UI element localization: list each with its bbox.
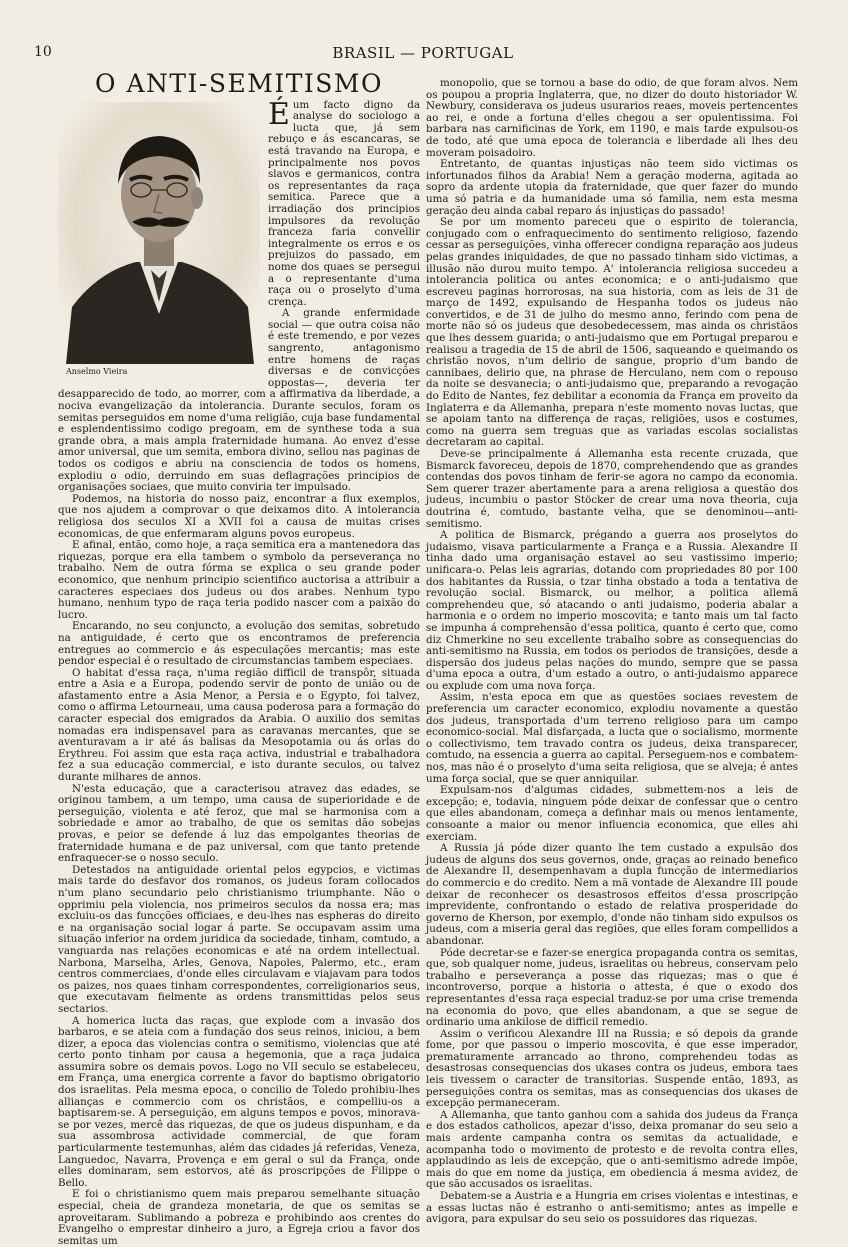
paragraph: Podemos, na historia do nosso paiz, encontrar a flux exemplos, que nos ajudem a comprovar o que deixamos dito. A intolerancia religiosa dos seculos XI a XVII foi a causa de muitas crises economicas, de que enfermaram alguns povos europeus. xyxy=(58,492,420,540)
paragraph: E afinal, então, como hoje, a raça semitica era a mantenedora das riquezas, porque era ella tambem o symbolo da perseverança no trabalho. Nem de outra fórma se explica o seu grande poder economico, que nenhum principio scientifico auctorisa a attribuir a caracteres especiaes dos judeus ou dos arabes. Nenhum typo humano, nenhum typo de raça teria podido nascer com a paixão do lucro. xyxy=(58,539,420,621)
paragraph: Debatem-se a Austria e a Hungria em crises violentas e intestinas, e a essas luctas não é estranho o anti-semitismo; antes as impelle e avigora, para expulsar do seu seio os possuidores das riquezas. xyxy=(426,1190,798,1226)
left-column xyxy=(58,69,420,1247)
paragraph: A homerica lucta das raças, que explode com a invasão dos barbaros, e se ateia com a fundação dos seus reinos, iniciou, a bem dizer, a epoca das violencias contra o semitismo, violencias que até certo ponto tinham por causa a hegemonia, que a raça judaica assumira sobre os demais povos. Logo no VII seculo se estabeleceu, em França, uma energica corrente a favor do baptismo obrigatorio dos israelitas. Pela mesma epoca, o concilio de Toledo prohibiu-lhes allianças e commercio com os christãos, e compelliu-os a baptisarem-se. A perseguição, em alguns tempos e povos, minorava-se por vezes, mercê das riquezas, de que os judeus dispunham, e da sua assombrosa actividade commercial, de que foram particularmente testemunhas, além das cidades já referidas, Veneza, Languedoc, Navarra, Provença e em geral o sul da França, onde elles dominaram, sem estorvos, até ás proscripções de Filippe o Bello. xyxy=(58,1014,420,1189)
portrait-caption: Anselmo Vieira xyxy=(66,366,128,376)
right-column-text xyxy=(426,78,798,1226)
paragraph: A grande enfermidade social — que outra coisa não é este tremendo, e por vezes sangrento, antagonismo entre homens de raças diversas e de convicções oppostas—, deveria ter desapparecido de todo, ao morrer, com a affirmativa da liberdade, a nociva evangelização da intolerancia. Durante seculos, foram os semitas perseguidos em nome d'uma religião, cuja base fundamental e esplendentissimo codigo pregoam, em de synthese toda a sua grande obra, a mais ampla fraternidade humana. Ao envez d'esse amor universal, que um semita, embora divino, sellou nas paginas de todos os codigos e abriu na consciencia de todos os homens, explodiu o odio, derruindo em suas deflagrações principios de organisações sociaes, que muito conviria ter impulsado. xyxy=(58,307,420,494)
running-title: BRASIL — PORTUGAL xyxy=(332,44,514,62)
article-title: O ANTI-SEMITISMO xyxy=(95,69,383,98)
paragraph: O habitat d'essa raça, n'uma região difficil de transpôr, situada entre a Asia e a Europa, podendo servir de ponto de união ou de afastamento entre a Asia Menor, a Persia e o Egypto, foi talvez, como o affirma Letourneau, uma causa poderosa para a formação do caracter especial dos emigrados da Arabia. O auxilio dos semitas nomadas era indispensavel para as caravanas mercantes, que se aventuravam a ir até ás balisas da Mesopotamia ou ás orlas do Erythreu. Foi assim que esta raça activa, industrial e trabalhadora fez a sua educação commercial, e isto durante seculos, ou talvez durante milhares de annos. xyxy=(58,666,420,784)
paragraph: A Allemanha, que tanto ganhou com a sahida dos judeus da França e dos estados catholicos, apezar d'isso, deixa promanar do seu seio a mais ardente campanha contra os semitas da actualidade, e acompanha todo o movimento de protesto e de revolta contra elles, applaudindo as leis de excepção, que o anti-semitismo adrede impõe, mais do que em nome da justiça, em obediencia á mesma avidez, de que são accusados os israelitas. xyxy=(426,1108,798,1191)
page-header xyxy=(34,44,812,64)
paragraph-text: um facto digno da analyse do sociologo a lucta que, já sem rebuço e ás escancaras, se está travando na Europa, e principalmente nos povos slavos e germanicos, contra os representantes da raça semitica. Parece que a irradiação dos principios impulsores da revolução franceza faria convellir integralmente os erros e os prejuizos do passado, em nome dos quaes se persegui a o representante d'uma raça ou o proselyto d'uma crença. xyxy=(268,98,420,308)
paragraph: Encarando, no seu conjuncto, a evolução dos semitas, sobretudo na antiguidade, é certo que os encontramos de preferencia entregues ao commercio e ás especulações mercantis; mas este pendor especial é o resultado de circumstancias tambem especiaes. xyxy=(58,620,420,668)
paragraph: N'esta educação, que a caracterisou atravez das edades, se originou tambem, a um tempo, uma causa de superioridade e de perseguição, violenta e até feroz, que mal se harmonisa com a sobriedade e amor ao trabalho, de que os semitas dão sobejas provas, e peior se defende á luz das empolgantes theorias de fraternidade humana e de paz universal, com que tanto pretende enfraquecer-se o nosso seculo. xyxy=(58,782,420,865)
right-column xyxy=(426,77,798,1226)
paragraph: Assim, n'esta epoca em que as questões sociaes revestem de preferencia um caracter economico, explodiu novamente a questão dos judeus, transportada d'um terreno religioso para um campo economico-social. Mal disfarçada, a lucta que o socialismo, mormente o collectivismo, tem travado contra os judeus, deixa transparecer, comtudo, na essencia a guerra ao capital. Perseguem-nos e combatem-nos, mas não é o proselyto d'uma seita religiosa, que se alveja; é antes uma força social, que se quer anniquilar. xyxy=(426,691,798,785)
paragraph: E foi o christianismo quem mais preparou semelhante situação especial, cheia de grandeza monetaria, de que os semitas se aproveitaram. Sublimando a pobreza e prohibindo aos crentes do Evangelho o emprestar dinheiro a juro, a Egreja criou a favor dos semitas um xyxy=(58,1188,420,1247)
paragraph: Expulsam-nos d'algumas cidades, submettem-nos a leis de excepção; e, todavia, ninguem póde deixar de confessar que o centro que elles abandonam, começa a definhar mais ou menos lentamente, consoante a maior ou menor influencia economica, que elles ahi exerciam. xyxy=(426,784,798,843)
paragraph: Se por um momento pareceu que o espirito de tolerancia, conjugado com o enfraquecimento do sentimento religioso, fazendo cessar as perseguições, vinha offerecer condigna reparação aos judeus pelas grandes iniquidades, de que no passado tinham sido victimas, a illusão não durou muito tempo. A' intolerancia religiosa succedeu a intolerancia politica ou antes economica; e o anti-judaismo que escreveu paginas horrorosas, na sua historia, com as leis de 31 de março de 1492, expulsando de Hespanha todos os judeus não convertidos, e de 31 de julho do mesmo anno, ferindo com pena de morte não só os judeus que desobedecessem, mas ainda os christãos que lhes dessem guarida; o anti-judaismo que em Portugal preparou e realisou a tragedia de 15 de abril de 1506, saqueando e queimando os christão novos, n'um delirio de sangue, proprio d'um bando de cannibaes, delirio que, na phrase de Herculano, nem com o repouso da noite se desvanecia; o anti-judaismo que, preparando a revogação do Edito de Nantes, fez debilitar a economia da França em proveito da Inglaterra e da Allemanha, prepara n'este momento novas luctas, que se apoiam tanto na differença de raças, religiões, usos e costumes, como na guerra sem treguas que as variadas escolas socialistas decretaram ao capital. xyxy=(426,216,798,449)
paragraph: Detestados na antiguidade oriental pelos egypcios, e victimas mais tarde do desfavor dos romanos, os judeus foram collocados n'um plano secundario pelo christianismo triumphante. Não o opprimiu pela violencia, nos primeiros seculos da nossa era; mas excluiu-os das funcções officiaes, e deu-lhes nas espheras do direito e na organisação social logar á parte. Se occupavam assim uma situação inferior na ordem juridica da sociedade, tinham, comtudo, a vanguarda nas relações economicas e até na ordem intellectual. Narbona, Marselha, Arles, Genova, Napoles, Palermo, etc., eram centros commerciaes, d'onde elles circulavam e viajavam para todos os paizes, nos quaes tinham correspondentes, correligionarios seus, que executavam fielmente as ordens transmittidas pelos seus sectarios. xyxy=(58,863,420,1015)
paragraph: Póde decretar-se e fazer-se energica propaganda contra os semitas, que, sob qualquer nome, judeus, israelitas ou hebreus, conservam pelo trabalho e perseverança a posse das riquezas; mas o que é incontroverso, porque a historia o attesta, é que o exodo dos representantes d'essa raça especial traduz-se por uma crise tremenda na economia do povo, que elles abandonam, a que se segue de ordinario uma ankilose de difficil remedio. xyxy=(426,946,798,1029)
paragraph: Deve-se principalmente á Allemanha esta recente cruzada, que Bismarck favoreceu, depois de 1870, comprehendendo que as grandes contendas dos povos tinham de ferir-se agora no campo da economia. Sem querer trazer abertamente para a arena religiosa a questão dos judeus, incumbiu o pastor Stöcker de crear uma nova theoria, cuja doutrina é, comtudo, bastante velha, que se denominou—anti-semitismo. xyxy=(426,448,798,530)
paragraph: Entretanto, de quantas injustiças não teem sido victimas os infortunados filhos da Arabia! Nem a geração moderna, agitada ao sopro da ardente utopia da fraternidade, que quer fazer do mundo uma só patria e da humanidade uma só familia, nem esta mesma geração deu ainda cabal reparo ás injustiças do passado! xyxy=(426,158,798,217)
paragraph: A politica de Bismarck, prégando a guerra aos proselytos do judaismo, visava particularmente a França e a Russia. Alexandre II tinha dado uma organisação estavel ao seu vastissimo imperio; unificara-o. Pelas leis agrarias, dotando com propriedades 80 por 100 dos habitantes da Russia, o tzar tinha obstado a toda a tentativa de revolução social. Bismarck, ou melhor, a politica allemã comprehendeu que, só atacando o anti judaismo, poderia abalar a harmonia e o ordem no imperio moscovita; e tanto mais um tal facto se impunha á comprehensão d'essa politica, quanto é certo que, como diz Chmerkine no seu excellente trabalho sobre as consequencias do anti-semitismo na Russia, em todos os periodos de transições, desde a dispersão dos judeus pelas nações do mundo, sempre que se passa d'uma epoca a outra, d'um estado a outro, o anti-judaismo apparece ou explude com uma nova força. xyxy=(426,529,798,692)
drop-cap: É xyxy=(268,96,290,132)
portrait-image xyxy=(58,102,260,364)
paragraph: Assim o verificou Alexandre III na Russia; e só depois da grande fome, por que passou o imperio moscovita, é que esse imperador, prematuramente arrancado ao throno, comprehendeu todas as desastrosas consequencias dos ukases contra os judeus, embora taes leis tivessem o caracter de transitorias. Suspende então, 1893, as perseguições contra os semitas, mas as consequencias dos ukases de excepção permaneceram. xyxy=(426,1027,798,1110)
paragraph: monopolio, que se tornou a base do odio, de que foram alvos. Nem os poupou a propria Inglaterra, que, no dizer do douto historiador W. Newbury, considerava os judeus usurarios reaes, moveis pertencentes ao rei, e onde a fortuna d'elles chegou a ser opulentissima. Foi barbara nas carnificinas de York, em 1190, e mais tarde expulsou-os de todo, até que uma epoca de tolerancia e liberdade ali lhes deu moveram poisadoiro. xyxy=(426,77,798,159)
paragraph: A Russia já póde dizer quanto lhe tem custado a expulsão dos judeus de alguns dos seus governos, onde, graças ao reinado benefico de Alexandre II, desempenhavam a dupla funcção de intermediarios do commercio e do credito. Nem a mã vontade de Alexandre III poude deixar de reconhecer os desastrosos effeitos d'essa proscripção imprevidente, confrontando o estado de relativa prosperidade do governo de Kherson, por exemplo, d'onde não tinham sido expulsos os judeus, com a miseria geral das regiões, que elles foram compellidos a abandonar. xyxy=(426,842,798,947)
portrait-figure xyxy=(58,102,260,378)
page-number: 10 xyxy=(34,44,52,60)
